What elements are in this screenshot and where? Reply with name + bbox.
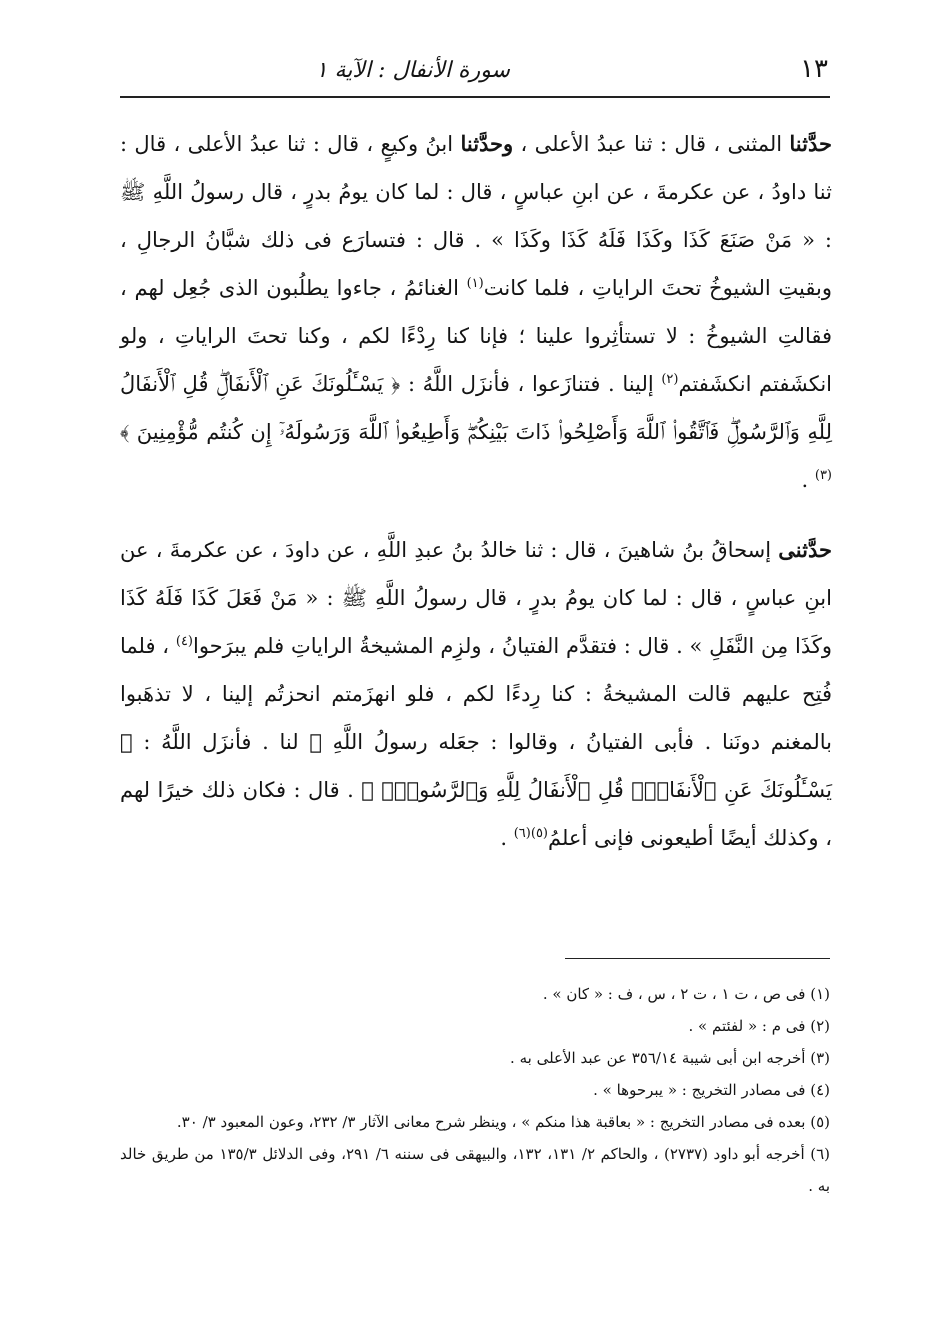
footnote-marker: (٥)(٦)	[513, 826, 548, 841]
paragraph-lead-word: حدَّثنى	[778, 537, 832, 562]
main-text	[120, 120, 832, 862]
quran-verse: ﴿ يَسْـَٔلُونَكَ عَنِ ٱلْأَنفَالِۖ قُلِ ٱلْأَنفَالُ لِلَّهِ وَٱلرَّسُولِۖ فَٱتَّقُوا۟ ٱللَّهَ وَأَصْلِحُوا۟ ذَاتَ بَيْنِكُمْۖ وَأَطِيعُوا۟ ٱللَّهَ وَرَسُولَهُۥٓ إِن كُنتُم مُّؤْمِنِينَ ﴾	[120, 372, 832, 444]
paragraph-text: إسحاقُ بنُ شاهينَ ، قال : ثنا خالدُ بنُ عبدِ اللَّهِ ، عن داودَ ، عن عكرمةَ ، عن ابنِ عباسٍ ، قال : لما كان يومُ بدرٍ ، قال رسولُ اللَّهِ ﷺ : « مَنْ فَعَلَ كَذَا فَلَهُ كَذَا وكَذَا مِن النَّفَلِ » . قال : فتقدَّم الفتيانُ ، ولزِم المشيخةُ الراياتِ فلم يبرَحوا	[120, 538, 832, 658]
paragraph-text: إلينا . فتنازَعوا ، فأنزَل اللَّهُ :	[400, 372, 662, 396]
page-header	[120, 48, 830, 98]
page-number: ١٣	[800, 54, 828, 84]
paragraph-lead-word: حدَّثنا	[789, 131, 832, 156]
paragraph-text: ابنُ وكيعٍ ، قال : ثنا عبدُ الأعلى ، قال : ثنا داودُ ، عن عكرمةَ ، عن ابنِ عباسٍ ، قال : لما كان يومُ بدرٍ ، قال رسولُ اللَّهِ ﷺ : « مَنْ صَنَعَ كَذَا وكَذَا فَلَهُ كَذَا وكَذَا » . قال : فتسارَع فى ذلك شبَّانُ الرجالِ ، وبقيتِ الشيوخُ تحتَ الراياتِ ، فلما كانت	[120, 132, 832, 300]
paragraph-text: . قال : فكان ذلك خيرًا لهم ، وكذلك أيضًا أطيعونى فإنى أعلمُ	[120, 778, 832, 850]
footnote-2: (٢) فى م : « لفئتم » .	[688, 1017, 830, 1035]
footnote-marker: (٢)	[661, 372, 679, 387]
hadith-paragraph-1	[120, 120, 832, 504]
footnote-marker: (٤)	[175, 634, 193, 649]
footnote-marker: (٣)	[814, 468, 832, 483]
running-title: سورة الأنفال : الآية ١	[315, 58, 510, 83]
footnote-3: (٣) أخرجه ابن أبى شيبة ٣٥٦/١٤ عن عبد الأعلى به .	[510, 1049, 830, 1067]
header-rule	[120, 96, 830, 98]
footnote-marker: (١)	[466, 276, 484, 291]
footnote-4: (٤) فى مصادر التخريج : « يبرحوها » .	[593, 1081, 830, 1099]
paragraph-text: المثنى ، قال : ثنا عبدُ الأعلى ،	[513, 132, 790, 156]
footnotes	[120, 978, 830, 1202]
paragraph-text: .	[801, 468, 815, 492]
hadith-paragraph-2	[120, 526, 832, 862]
paragraph-text: الغنائمُ ، جاءوا يطلُبون الذى جُعِل لهم ، فقالتِ الشيوخُ : لا تستأثِروا علينا ؛ فإنا كنا رِدْءًا لكم ، وكنا تحتَ الراياتِ ، ولو انكشَفتم انكشَفتم	[120, 276, 833, 396]
footnote-6: (٦) أخرجه أبو داود (٢٧٣٧) ، والحاكم ٢/ ١٣١، ١٣٢، والبيهقى فى سننه ٦/ ٢٩١، وفى الدلائل ١٣٥/٣ من طريق خالد به .	[120, 1145, 831, 1195]
quran-verse: ﴿ يَسْـَٔلُونَكَ عَنِ ٱلْأَنفَالِۖ قُلِ ٱلْأَنفَالُ لِلَّهِ وَٱلرَّسُولِۖ ﴾	[120, 730, 832, 802]
footnote-1: (١) فى ص ، ت ١ ، ت ٢ ، س ، ف : « كان » .	[542, 985, 830, 1003]
footnote-5: (٥) بعده فى مصادر التخريج : « بعاقبة هذا منكم » ، وينظر شرح معانى الآثار ٣/ ٢٣٢، وعون المعبود ٣/ ٣٠.	[176, 1113, 830, 1131]
paragraph-text: ، فلما فُتِح عليهم قالت المشيخةُ : كنا رِدءًا لكم ، فلو انهزَمتم انحزتُم إلينا ، لا تذهَبوا بالمغنم دونَنا . فأبى الفتيانُ ، وقالوا : جعَله رسولُ اللَّهِ ﷺ لنا . فأنزَل اللَّهُ :	[120, 634, 832, 754]
footnote-separator	[565, 958, 830, 959]
narration-chain-word: وحدَّثنا	[460, 131, 514, 156]
paragraph-text: .	[500, 826, 514, 850]
